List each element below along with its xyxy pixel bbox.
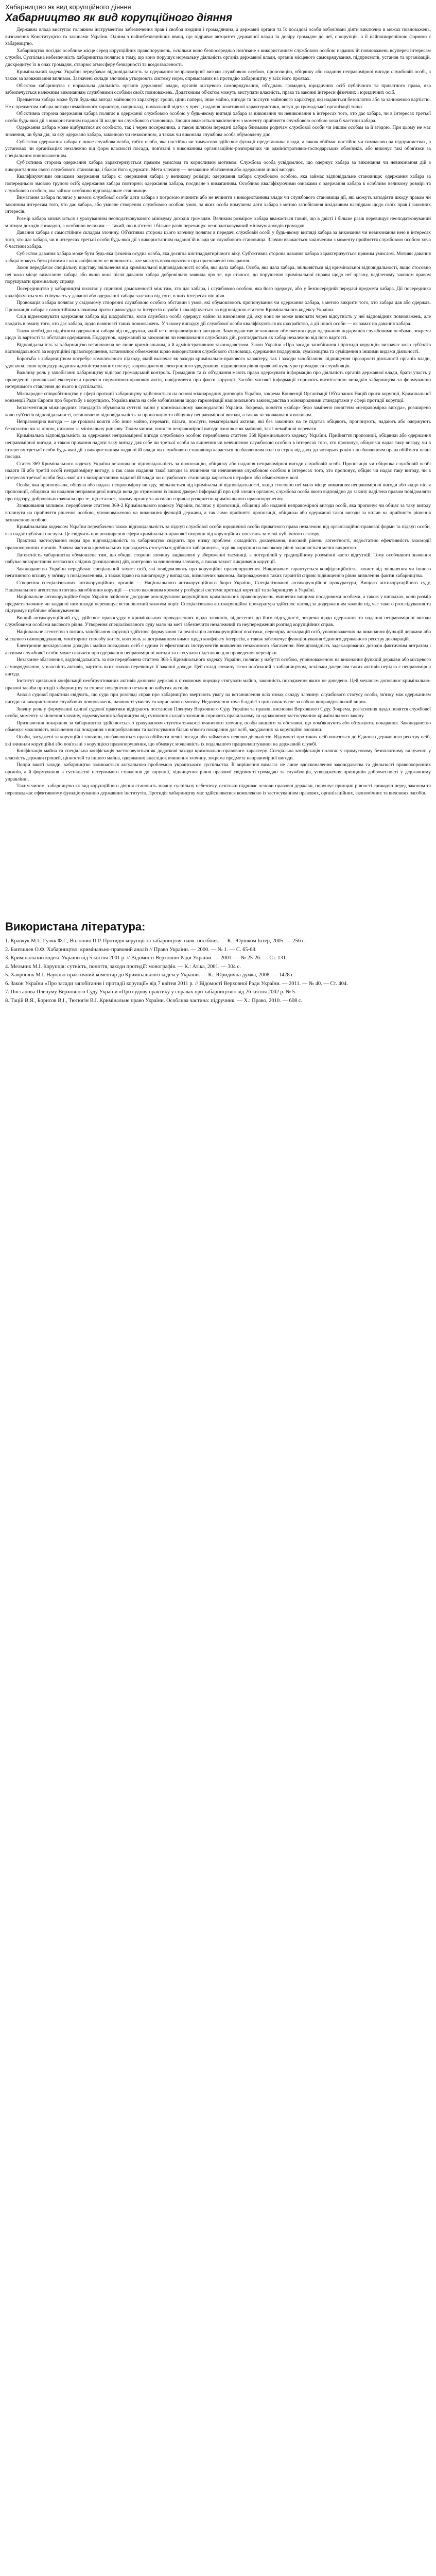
body-paragraph: Хабарництво посідає особливе місце серед корупційних правопорушень, оскільки воно безпосередньо пов'язане з використанням службовою особою наданих їй повноважень всупереч інтересам служби. Суспільна небезпечність хабарництва полягає в тому, що воно порушує нормальну діяльність органів державної влади, органів місцевого самоврядування, підприємств, установ та організацій, дискредитує їх в очах громадян, створює атмосферу безкарності та вседозволеності. <box>5 47 431 67</box>
body-paragraph: Кримінальна відповідальність за одержання неправомірної вигоди службовою особою передбачена статтею 368 Кримінального кодексу України. Прийняття пропозиції, обіцянки або одержання неправомірної вигоди, а також прохання надати таку вигоду для себе чи третьої особи за вчинення чи невчинення службовою особою в інтересах того, хто пропонує, обіцяє чи надає таку вигоду, чи в інтересах третьої особи будь-якої дії з використанням наданої їй влади чи службового становища карається позбавленням волі на строк від двох до чотирьох років з позбавленням права обіймати певні посади. <box>5 433 431 460</box>
body-paragraph: Попри вжиті заходи, хабарництво залишається актуальною проблемою українського суспільства. Її вирішення вимагає не лише вдосконалення законодавства та діяльності правоохоронних органів, а й формування в суспільстві нетерпимого ставлення до корупції, підвищення рівня правової свідомості громадян та службовців, утвердження принципів доброчесності у державному управлінні. <box>5 762 431 782</box>
body-paragraph: Незаконне збагачення, відповідальність за яке передбачена статтею 368-5 Кримінального кодексу України, полягає у набутті особою, уповноваженою на виконання функцій держави або місцевого самоврядування, у власність активів, вартість яких значно перевищує її законні доходи. Цей склад злочину тісно пов'язаний з хабарництвом, оскільки джерелом таких активів нерідко є неправомірна вигода. <box>5 657 431 677</box>
body-paragraph: Вимагання хабара полягає у вимозі службової особи дати хабара з погрозою вчинити або не вчинити з використанням влади чи службового становища дії, які можуть заподіяти шкоду правам чи законним інтересам того, хто дає хабара, або умисне створення службовою особою умов, за яких особа вимушена дати хабара з метою запобігання шкідливим наслідкам щодо своїх прав і законних інтересів. <box>5 195 431 215</box>
body-paragraph: Провокація хабара полягає у свідомому створенні службовою особою обставин і умов, які обумовлюють пропонування чи одержання хабара, з метою викрити того, хто хабара дав або одержав. Провокація хабара є самостійним злочином проти правосуддя та інтересів служби і кваліфікується за відповідною статтею Кримінального кодексу України. <box>5 300 431 313</box>
body-paragraph: Значну роль у формуванні єдиної судової практики відіграють постанови Пленуму Верховного Суду України та правові висновки Верховного Суду. Зокрема, роз'яснення щодо поняття службової особи, моменту закінчення злочину, відмежування хабарництва від суміжних складів злочинів сприяють правильному та однаковому застосуванню кримінального закону. <box>5 706 431 719</box>
body-paragraph: Розмір хабара визначається з урахуванням неоподатковуваного мінімуму доходів громадян. Великим розміром хабара вважається такий, що в двісті і більше разів перевищує неоподатковуваний мінімум доходів громадян, а особливо великим — такий, що в п'ятсот і більше разів перевищує неоподатковуваний мінімум доходів громадян. <box>5 216 431 229</box>
body-paragraph: Закон передбачає спеціальну підставу звільнення від кримінальної відповідальності особи, яка дала хабара. Особа, яка дала хабара, звільняється від кримінальної відповідальності, якщо стосовно неї мало місце вимагання хабара або якщо вона після давання хабара добровільно заявила про те, що сталося, до порушення кримінальної справи щодо неї органу, наділеному законом правом порушувати кримінальну справу. <box>5 265 431 285</box>
body-paragraph: Одержання хабара може відбуватися як особисто, так і через посередника, а також шляхом передачі хабара близьким родичам службової особи чи іншим особам за її згодою. При цьому не має значення, чи була дія, за яку одержано хабара, законною чи незаконною, а також чи виконала службова особа обумовлену дію. <box>5 125 431 138</box>
reference-item: 6. Закон України «Про засади запобігання і протидії корупції» від 7 квітня 2011 р. // Відомості Верховної Ради України. — 2011. — № 40. — Ст. 404. <box>5 980 348 987</box>
body-paragraph: Латентність хабарництва обумовлена тим, що обидві сторони злочину зацікавлені у збереженні таємниці, а потерпілий у традиційному розумінні часто відсутній. Тому особливого значення набуває використання негласних слідчих (розшукових) дій, контролю за вчиненням злочину, а також захист викривачів корупції. <box>5 552 431 565</box>
reference-item: 3. Кримінальний кодекс України від 5 квітня 2001 р. // Відомості Верховної Ради України. — 2001. — № 25-26. — Ст. 131. <box>5 955 287 961</box>
body-paragraph: Також необхідно відрізняти одержання хабара від подарунка, який не є неправомірною вигодою. Законодавство встановлює обмеження щодо одержання подарунків службовими особами, зокрема щодо їх вартості та обставин одержання. Подарунок, одержаний за виконання чи невиконання службових дій, розглядається як хабар незалежно від його вартості. <box>5 328 431 341</box>
blank-gap <box>5 796 431 920</box>
body-paragraph: Законодавство України передбачає спеціальний захист осіб, які повідомляють про корупційні правопорушення. Викривачам гарантується конфіденційність, захист від звільнення чи іншого негативного впливу у зв'язку з повідомленням, а також право на винагороду у випадках, визначених законом. Запровадження таких гарантій сприяє підвищенню рівня виявлення фактів хабарництва. <box>5 566 431 579</box>
body-paragraph: Призначення покарання за хабарництво здійснюється з урахуванням ступеня тяжкості вчиненого злочину, особи винного та обставин, що пом'якшують або обтяжують покарання. Законодавство обмежує можливість звільнення від покарання з випробуванням та застосування більш м'якого покарання для осіб, засуджених за корупційні злочини. <box>5 720 431 733</box>
body-paragraph: Аналіз судової практики свідчить, що суди при розгляді справ про хабарництво звертають увагу на встановлення всіх ознак складу злочину: службового статусу особи, зв'язку між одержанням вигоди та використанням службових повноважень, наявності умислу та корисливого мотиву. Недоведення хоча б однієї з цих ознак тягне за собою виправдувальний вирок. <box>5 692 431 705</box>
body-paragraph: Зловживання впливом, передбачене статтею 369-2 Кримінального кодексу України, полягає у пропозиції, обіцянці або наданні неправомірної вигоди особі, яка пропонує чи обіцяє за таку вигоду вплинути на прийняття рішення особою, уповноваженою на виконання функцій держави, а так само прийнятті пропозиції, обіцянки або одержанні такої вигоди за вплив на прийняття рішення зазначеною особою. <box>5 503 431 523</box>
reference-item: 1. Кравчук М.І., Гуляк Ф.Г., Волошин П.Р. Протидія корупції та хабарництву: навч. посібник. — К.: Юрінком Інтер, 2005. — 256 с. <box>5 938 306 944</box>
body-paragraph: Стаття 369 Кримінального кодексу України встановлює відповідальність за пропозицію, обіцянку або надання неправомірної вигоди службовій особі. Пропозиція чи обіцянка службовій особі надати їй або третій особі неправомірну вигоду, а так само надання такої вигоди за вчинення чи невчинення службовою особою в інтересах того, хто пропонує, обіцяє чи надає таку вигоду, чи в інтересах третьої особи будь-якої дії з використанням наданої їй влади чи службового становища карається штрафом або обмеженням волі. <box>5 461 431 481</box>
document-title: Хабарництво як вид корупційного діяння <box>5 12 233 24</box>
references-heading: Використана література: <box>5 920 146 934</box>
body-paragraph: Об'єктивна сторона одержання хабара полягає в одержанні службовою особою у будь-якому вигляді хабара за виконання чи невиконання в інтересах того, хто дає хабара, чи в інтересах третьої особи будь-якої дії з використанням наданої їй влади чи службового становища. Злочин вважається закінченим з моменту прийняття службовою особою хоча б частини хабара. <box>5 111 431 124</box>
reference-item: 4. Мельник М.І. Корупція: сутність, поняття, заходи протидії: монографія. — К.: Атіка, 2001. — 304 с. <box>5 963 241 970</box>
body-paragraph: Об'єктом хабарництва є нормальна діяльність органів державної влади, органів місцевого самоврядування, об'єднань громадян, юридичних осіб публічного та приватного права, яка забезпечується належним виконанням службовими особами своїх повноважень. Додатковим об'єктом можуть виступати власність, права та законні інтереси фізичних і юридичних осіб. <box>5 82 431 96</box>
body-paragraph: Важливу роль у запобіганні хабарництву відіграє громадський контроль. Громадяни та їх об'єднання мають право одержувати інформацію про діяльність органів державної влади, брати участь у проведенні громадської експертизи проектів нормативно-правових актів, повідомляти про факти корупції. Засоби масової інформації сприяють висвітленню випадків хабарництва та формуванню нетерпимого ставлення до нього в суспільстві. <box>5 370 431 390</box>
body-paragraph: Практика застосування норм про відповідальність за хабарництво свідчить про низку проблем: складність доказування, високий рівень латентності, недостатню ефективність взаємодії правоохоронних органів. Значна частина кримінальних проваджень стосується дрібного хабарництва, тоді як корупція на високому рівні залишається менш викритою. <box>5 538 431 551</box>
body-paragraph: Конфіскація майна та спеціальна конфіскація застосовуються як додаткові заходи кримінально-правового характеру. Спеціальна конфіскація полягає у примусовому безоплатному вилученні у власність держави грошей, цінностей та іншого майна, одержаних внаслідок вчинення злочину, зокрема предмета неправомірної вигоди. <box>5 748 431 761</box>
reference-item: 2. Бантишев О.Ф. Хабарництво: кримінально-правовий аналіз // Право України. — 2000. — № 1. — С. 65-68. <box>5 946 257 953</box>
reference-item: 7. Постанова Пленуму Верховного Суду України «Про судову практику у справах про хабарництво» від 26 квітня 2002 р. № 5. <box>5 989 297 995</box>
body-paragraph: Кримінальний кодекс України передбачає відповідальність за одержання неправомірної вигоди службовою особою, пропозицію, обіцянку або надання неправомірної вигоди службовій особі, а також за зловживання впливом. Зазначені склади злочинів утворюють систему норм, спрямованих на протидію хабарництву у всіх його проявах. <box>5 69 431 82</box>
body-paragraph: Міжнародне співробітництво у сфері протидії хабарництву здійснюється на основі міжнародних договорів України, зокрема Конвенції Організації Об'єднаних Націй проти корупції, Кримінальної конвенції Ради Європи про боротьбу з корупцією. Україна взяла на себе зобов'язання щодо гармонізації національного законодавства з міжнародними стандартами у сфері протидії корупції. <box>5 391 431 404</box>
body-paragraph: Особа, яка пропонувала, обіцяла або надала неправомірну вигоду, звільняється від кримінальної відповідальності, якщо стосовно неї мало місце вимагання неправомірної вигоди або якщо після пропозиції, обіцянки чи надання неправомірної вигоди вона до отримання із інших джерел інформації про цей злочин органом, службова особа якого відповідно до закону наділена правом повідомляти про підозру, добровільно заявила про те, що сталося, такому органу та активно сприяла розкриттю кримінального правопорушення. <box>5 482 431 502</box>
body-paragraph: Національне антикорупційне бюро України здійснює досудове розслідування корупційних кримінальних правопорушень, вчинених вищими посадовими особами, а також у випадках, коли розмір предмета злочину чи завданої ним шкоди перевищує встановлений законом поріг. Спеціалізована антикорупційна прокуратура здійснює нагляд за додержанням законів під час такого розслідування та підтримує публічне обвинувачення. <box>5 594 431 614</box>
body-paragraph: Кваліфікуючими ознаками одержання хабара є: одержання хабара у великому розмірі; одержання хабара службовою особою, яка займає відповідальне становище; одержання хабара за попередньою змовою групою осіб; одержання хабара повторно; одержання хабара, поєднане з вимаганням. Особливо кваліфікуючими ознаками є одержання хабара в особливо великому розмірі та службовою особою, яка займає особливо відповідальне становище. <box>5 174 431 194</box>
body-paragraph: Державна влада виступає головним інструментом забезпечення прав і свобод людини і громадянина, а державні органи та їх посадові особи зобов'язані діяти виключно в межах повноважень, визначених Конституцією та законами України. Одним з найнебезпечніших явищ, що підриває авторитет державної влади та довіру громадян до неї, є корупція, а її найпоширенішою формою є хабарництво. <box>5 27 431 47</box>
body-paragraph: Національне агентство з питань запобігання корупції здійснює формування та реалізацію антикорупційної політики, перевірку декларацій осіб, уповноважених на виконання функцій держави або місцевого самоврядування, моніторинг способу життя, контроль за дотриманням вимог щодо конфлікту інтересів, а також забезпечує функціонування Єдиного державного реєстру декларацій. <box>5 629 431 642</box>
body-paragraph: Електронне декларування доходів і майна посадових осіб є одним із ефективних інструментів виявлення незаконного збагачення. Невідповідність задекларованих доходів фактичним витратам і активам службової особи може свідчити про одержання неправомірної вигоди та слугувати підставою для проведення перевірки. <box>5 643 431 656</box>
body-paragraph: Боротьба з хабарництвом потребує комплексного підходу, який включає як заходи кримінально-правового характеру, так і заходи запобігання: підвищення прозорості діяльності органів влади, удосконалення процедур надання адміністративних послуг, запровадження електронного урядування, підвищення рівня правової культури громадян та службовців. <box>5 355 431 369</box>
reference-item: 5. Хавронюк М.І. Науково-практичний коментар до Кримінального кодексу України. — К.: Юридична думка, 2008. — 1428 с. <box>5 972 295 978</box>
body-paragraph: Імплементація міжнародних стандартів обумовила суттєві зміни у кримінальному законодавстві України. Зокрема, поняття «хабар» було замінено поняттям «неправомірна вигода», розширено коло суб'єктів відповідальності, встановлено відповідальність за пропозицію та обіцянку неправомірної вигоди, а також за зловживання впливом. <box>5 405 431 418</box>
body-paragraph: Кримінальним кодексом України передбачено також відповідальність за підкуп службової особи юридичної особи приватного права незалежно від організаційно-правової форми та підкуп особи, яка надає публічні послуги. Це свідчить про розширення сфери кримінально-правової охорони від корупційних посягань за межі публічного сектору. <box>5 524 431 537</box>
body-paragraph: Предметом хабара може бути будь-яка вигода майнового характеру: гроші, цінні папери, інше майно, вигоди та послуги майнового характеру, які надаються безоплатно або за заниженою вартістю. Не є предметом хабара вигоди немайнового характеру, наприклад, похвальний відгук у пресі, надання позитивної характеристики, вступ до громадської організації тощо. <box>5 96 431 110</box>
references-list <box>5 938 431 1005</box>
body-paragraph: Інститут цивільної конфіскації необґрунтованих активів дозволяє державі в позовному порядку стягувати майно, законність походження якого не доведено. Цей механізм доповнює кримінально-правові засоби протидії хабарництву та сприяє поверненню незаконно набутих активів. <box>5 678 431 691</box>
document-top-line: Хабарництво як вид корупційного діяння <box>5 3 131 11</box>
body-paragraph: Слід відмежовувати одержання хабара від шахрайства, коли службова особа одержує майно за виконання дії, яку вона не може виконати через відсутність у неї відповідних повноважень, але вводить в оману того, хто дає хабара, щодо наявності таких повноважень. У такому випадку дії службової особи кваліфікуються як шахрайство, а дії іншої особи — як замах на давання хабара. <box>5 314 431 327</box>
body-paragraph: Вищий антикорупційний суд здійснює правосуддя у кримінальних провадженнях щодо злочинів, віднесених до його підсудності, зокрема щодо одержання та надання неправомірної вигоди службовими особами високого рівня. Утворення спеціалізованого суду мало на меті забезпечити незалежний та неупереджений розгляд корупційних справ. <box>5 615 431 628</box>
body-paragraph: Відповідальність за хабарництво встановлена не лише кримінальним, а й адміністративним законодавством. Закон України «Про засади запобігання і протидії корупції» визначає коло суб'єктів відповідальності за корупційні правопорушення, встановлює обмеження щодо використання службового становища, одержання подарунків, сумісництва та суміщення з іншими видами діяльності. <box>5 342 431 355</box>
body-paragraph: Суб'єктом одержання хабара є лише службова особа, тобто особа, яка постійно чи тимчасово здійснює функції представника влади, а також обіймає постійно чи тимчасово на підприємствах, в установах чи організаціях незалежно від форм власності посади, пов'язані з виконанням організаційно-розпорядчих чи адміністративно-господарських обов'язків, або виконує такі обов'язки за спеціальним повноваженням. <box>5 139 431 159</box>
body-paragraph: Посередництво у хабарництві полягає у сприянні домовленості між тим, хто дає хабара, і службовою особою, яка його одержує, або у безпосередній передачі предмета хабара. Дії посередника кваліфікуються як співучасть у даванні або одержанні хабара залежно від того, в чиїх інтересах він діяв. <box>5 285 431 299</box>
body-paragraph: Давання хабара є самостійним складом злочину. Об'єктивна сторона цього злочину полягає в передачі службовій особі у будь-якому вигляді хабара за виконання чи невиконання нею в інтересах того, хто дає хабара, чи в інтересах третьої особи будь-якої дії з використанням наданої їй влади чи службового становища. Злочин вважається закінченим з моменту прийняття службовою особою хоча б частини хабара. <box>5 230 431 250</box>
body-paragraph: Неправомірна вигода — це грошові кошти або інше майно, переваги, пільги, послуги, нематеріальні активи, які без законних на те підстав обіцяють, пропонують, надають або одержують безоплатно чи за ціною, нижчою за мінімальну ринкову. Таким чином, поняття неправомірної вигоди охоплює як майнові, так і немайнові переваги. <box>5 419 431 432</box>
reference-item: 8. Тацій В.Я., Борисов В.І., Тютюгін В.І. Кримінальне право України. Особлива частина: підручник. — Х.: Право, 2010. — 608 с. <box>5 997 303 1004</box>
body-paragraph: Суб'єктивна сторона одержання хабара характеризується прямим умислом та корисливим мотивом. Службова особа усвідомлює, що одержує хабара за виконання чи невиконання дій з використанням свого службового становища, і бажає його одержати. Мета злочину — незаконне збагачення або одержання іншої вигоди. <box>5 160 431 173</box>
body-paragraph: Особи, засуджені за корупційні злочини, позбавляються права обіймати певні посади або займатися певною діяльністю. Відомості про таких осіб вносяться до Єдиного державного реєстру осіб, які вчинили корупційні або пов'язані з корупцією правопорушення, що обмежує можливість їх подальшого працевлаштування на державній службі. <box>5 734 431 747</box>
body-paragraph: Створення спеціалізованих антикорупційних органів — Національного антикорупційного бюро України, Спеціалізованої антикорупційної прокуратури, Вищого антикорупційного суду, Національного агентства з питань запобігання корупції — стало важливим кроком у розбудові системи протидії корупції та хабарництву в Україні. <box>5 580 431 593</box>
body-paragraph: Таким чином, хабарництво як вид корупційного діяння становить значну суспільну небезпеку, оскільки підриває основи правової держави, порушує принцип рівності громадян перед законом та перешкоджає ефективному функціонуванню державних інститутів. Протидія хабарництву має здійснюватися комплексно із застосуванням правових, організаційних, економічних та виховних засобів. <box>5 783 431 796</box>
body-paragraph: Суб'єктом давання хабара може бути будь-яка фізична осудна особа, яка досягла шістнадцятирічного віку. Суб'єктивна сторона давання хабара характеризується прямим умислом. Мотиви давання хабара можуть бути різними і на кваліфікацію не впливають, але можуть враховуватися при призначенні покарання. <box>5 251 431 264</box>
article-body <box>5 26 431 796</box>
